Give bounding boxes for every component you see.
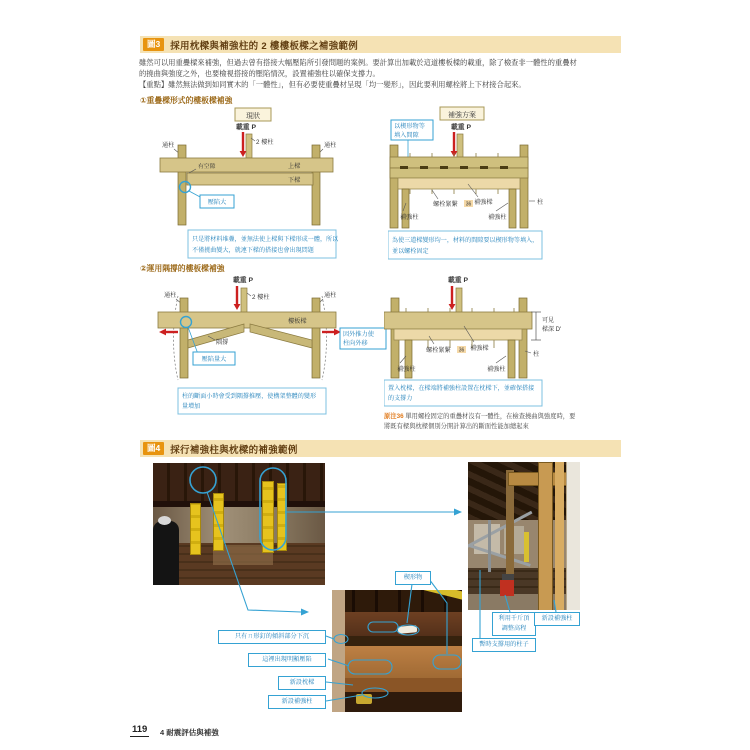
scaffold-pipe-3 <box>488 520 491 572</box>
second-floor-column-label: 2 樓柱 <box>252 294 270 301</box>
bolt-ref: 36 <box>458 347 465 354</box>
reinforcement-post-left-label: 補強柱 <box>397 366 416 373</box>
intro-line1: 雖然可以用重疊樑來補強，但過去曾有搭接大幅壓陷所引發問題的案例。要計算出加載於這道樓板樑的載重，除了檢查非一體性的重疊材 <box>139 58 577 67</box>
page-number: 119 <box>132 724 148 735</box>
reinforcement-post-right-label: 補強柱 <box>487 366 506 373</box>
caption-box <box>178 388 326 414</box>
depth-label-line1: 可見 <box>542 318 555 324</box>
sub-label-2: ②運用隅撐的樓板樑補強 <box>140 264 225 273</box>
caption-line1: 柱的斷面小時會受到隅撐推壓，使構架整體的變形 <box>182 393 317 400</box>
footnote-line1: 單用螺栓固定的重疊材沒有一體性，在檢查撓曲與強度時，要 <box>405 413 576 420</box>
arrowhead-photo2 <box>301 609 309 616</box>
new-post-2 <box>555 462 564 610</box>
upper-beam <box>160 158 333 172</box>
through-column-right-label: 通柱 <box>324 292 337 299</box>
caption-line1: 為使三道樑變形均一，材料的間隙要以楔形物等填入， <box>392 237 539 244</box>
caption-line1: 只是將材料堆疊，並無法使上樑與下樑形成一體，所以 <box>192 236 339 243</box>
white-wall <box>566 462 580 610</box>
diagram-current-state <box>140 106 388 262</box>
label-crush: 這裡出現明顯壓陷 <box>248 653 326 667</box>
diagram-reinforcement-plan <box>388 106 623 262</box>
red-jack <box>500 580 514 596</box>
diagram-brace-current <box>138 274 388 424</box>
tag-label: 補強方案 <box>448 112 476 119</box>
label-new-post-2: 新設補強柱 <box>534 612 580 626</box>
chapter-title: 4 耐震評估與補強 <box>160 728 219 737</box>
photo-beam-closeup <box>332 590 462 712</box>
yellow-jack-1 <box>190 503 201 555</box>
label-new-sleeper: 新設枕樑 <box>278 676 326 690</box>
lower-beam-label: 下樑 <box>288 177 301 184</box>
label-nail-sink: 只有ㄇ形釘的傾斜部分下沉 <box>218 630 326 644</box>
column-label: 柱 <box>533 351 540 358</box>
caption-line1: 置入枕樑，在樑端將補強柱設置在枕樑下，並確保搭接 <box>388 385 535 392</box>
reinforcement-post-right-label: 補強柱 <box>488 214 507 221</box>
thrust-label-line2: 柱向外移 <box>343 340 368 347</box>
lower-beam <box>332 678 462 692</box>
reinforcement-post-left <box>402 189 409 228</box>
load-label: 載重 P <box>450 124 472 131</box>
yellow-pole-bg <box>524 532 529 562</box>
new-post-top <box>356 694 372 704</box>
gap-label: 有空隙 <box>198 164 216 170</box>
wedge-label-line1: 以楔形物等 <box>394 123 425 130</box>
caption-line2: 不僅撓曲變大，就連下樑的搭接也會出現問題 <box>192 247 314 254</box>
caption-box <box>384 380 542 406</box>
through-column-right-label: 通柱 <box>324 142 337 149</box>
bolt-ref: 36 <box>465 201 472 208</box>
through-column-right <box>312 298 320 378</box>
person-cap <box>158 516 171 525</box>
floor-beam <box>158 312 336 328</box>
thrust-label-line1: 因外推力使 <box>343 331 374 338</box>
load-arrowhead <box>240 151 247 157</box>
caption-line2: 並以螺栓固定 <box>392 248 429 255</box>
footnote-tag: 原注36 <box>384 413 404 420</box>
person <box>153 521 179 585</box>
bolt-label: 螺栓緊繫 <box>433 201 458 208</box>
caption-line2: 的支撐力 <box>388 395 413 402</box>
through-column-left <box>180 298 188 378</box>
sub-label-1: ①重疊樑形式的樓板樑補強 <box>140 96 233 105</box>
crush-label: 壓陷量大 <box>201 356 227 363</box>
caption-line2: 量增加 <box>182 403 201 410</box>
fig4-title: 採行補強柱與枕樑的補強範例 <box>170 444 298 456</box>
reinforcement-post-right <box>509 189 516 228</box>
load-label: 載重 P <box>447 277 469 284</box>
column-label: 柱 <box>537 199 544 206</box>
lower-beam <box>390 168 528 178</box>
shadow-band <box>332 636 462 646</box>
photo-post-and-jack <box>468 462 580 610</box>
fig3-title: 採用枕樑與補強柱的 2 樓樓板樑之補強範例 <box>170 40 359 52</box>
crush-label: 壓陷大 <box>207 199 227 206</box>
intro-line2: 的撓曲與強度之外，也要檢視搭接的壓陷情況，設置補強柱以確保支撐力。 <box>139 69 380 78</box>
left-wall-strip <box>332 590 345 712</box>
temp-post <box>506 470 514 588</box>
yellow-jack-3 <box>262 481 274 553</box>
fig4-badge: 圖4 <box>143 442 164 455</box>
fig4-header <box>140 440 621 457</box>
label-jack-line1: 利用千斤頂 <box>498 615 530 622</box>
yellow-jack-4 <box>277 483 287 551</box>
tag-label: 現狀 <box>246 113 260 120</box>
bolt-label: 螺栓緊繫 <box>426 347 451 354</box>
through-column-left-label: 通柱 <box>164 292 177 299</box>
footnote-line2: 將既有樑與枕樑個別分開計算出的斷面性能加總起來 <box>384 422 529 430</box>
fig3-intro <box>139 57 622 90</box>
label-wedge: 楔形物 <box>395 571 431 585</box>
footnote-36 <box>384 412 629 431</box>
floor-beam-label: 樓板樑 <box>288 318 307 325</box>
reinforcement-beam <box>398 178 520 189</box>
sleeper-beam <box>394 329 522 340</box>
deformation-dashed-right <box>322 296 327 380</box>
ceiling <box>153 463 325 503</box>
reinforcement-post-left-label: 補強柱 <box>400 214 419 221</box>
second-floor-column-label: 2 樓柱 <box>256 139 274 146</box>
upper-beam-label: 上樑 <box>288 163 301 170</box>
new-post <box>538 462 553 610</box>
load-label: 載重 P <box>235 124 257 131</box>
yellow-jack-2 <box>213 493 224 551</box>
deformation-dashed-left <box>174 296 179 380</box>
large-beam <box>332 646 462 678</box>
floor-beam <box>384 312 532 329</box>
brace-label: 隅撐 <box>216 339 229 346</box>
fig3-header <box>140 36 621 53</box>
label-jack <box>492 612 536 636</box>
wedge-label-line2: 填入間隙 <box>394 132 419 139</box>
label-new-post: 新設補強柱 <box>268 695 326 709</box>
photo-room-with-jacks <box>153 463 325 585</box>
intro-line3: 【重點】雖然無法做到如同實木的「一體性」，但有必要使重疊材呈現「均一變形」，因此要利用螺栓將上下材接合起來。 <box>139 80 526 89</box>
label-jack-line2: 調整高程 <box>501 625 527 632</box>
reinforcement-beam-label: 補強樑 <box>474 199 493 206</box>
reinforcement-beam-label: 補強樑 <box>470 345 489 352</box>
upper-column-stub <box>246 134 252 158</box>
depth-label-line2: 樑深 D' <box>542 327 562 333</box>
diagram-sleeper-reinforcement <box>384 274 624 412</box>
reinforcement-post-right <box>508 340 515 378</box>
mid-beam <box>332 612 462 636</box>
through-column-left-label: 通柱 <box>162 142 175 149</box>
bottom-dark <box>332 692 462 712</box>
fig3-badge: 圖3 <box>143 38 164 51</box>
arrowhead-photo3 <box>454 509 462 516</box>
load-label: 載重 P <box>232 277 254 284</box>
label-temp-post: 暫時支撐用的柱子 <box>472 638 536 652</box>
